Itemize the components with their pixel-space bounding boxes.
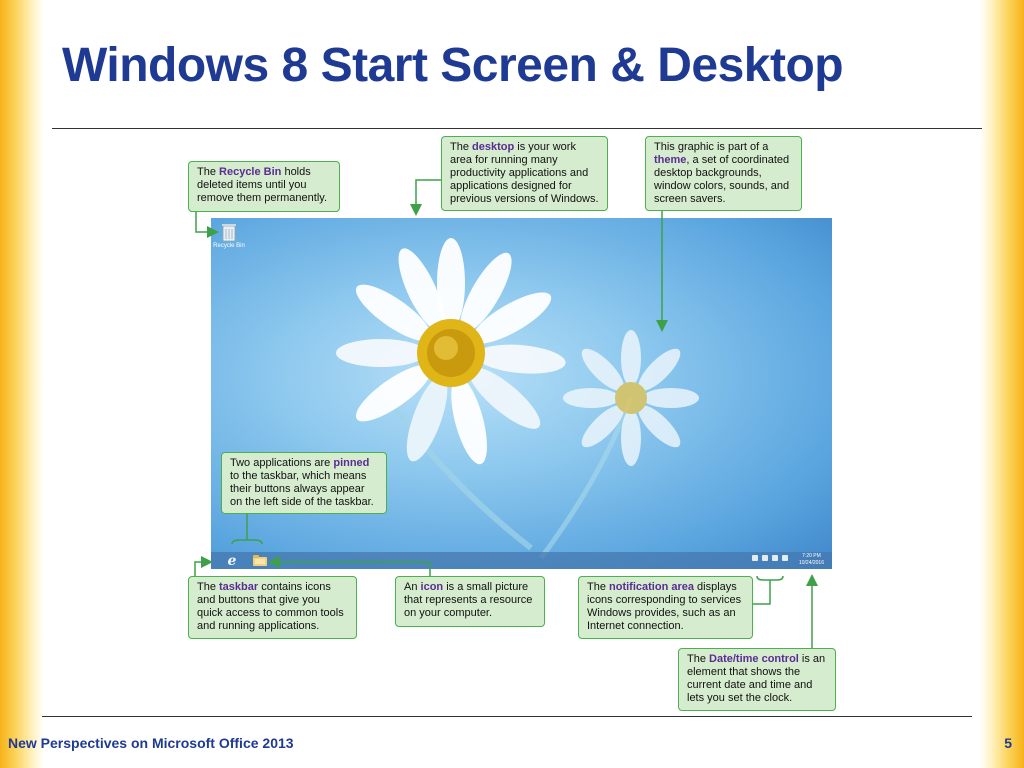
term-icon: icon [420,581,444,593]
left-decorative-band [0,0,44,768]
internet-explorer-icon: e [227,552,237,569]
show-hidden-icons-icon[interactable] [752,555,758,561]
term-recycle-bin: Recycle Bin [219,166,282,178]
right-decorative-band [980,0,1024,768]
taskbar [211,552,832,569]
notification-area[interactable] [752,555,788,561]
callout-theme: This graphic is part of a theme, a set of coordinated desktop backgrounds, window colors, sounds, and screen savers. [645,136,802,211]
callout-taskbar: The taskbar contains icons and buttons that give you quick access to common tools and running applications. [188,576,357,639]
recycle-bin-icon [221,222,237,242]
slide-title: Windows 8 Start Screen & Desktop [62,39,844,92]
internet-explorer-taskbar-button[interactable] [221,553,243,568]
desktop-screenshot [211,218,832,569]
callout-date-time-control: The Date/time control is an element that shows the current date and time and lets you set the clock. [678,648,836,711]
file-explorer-icon [253,555,267,566]
clock-time: 7:20 PM [802,553,821,559]
date-time-control[interactable] [799,553,824,567]
term-theme: theme [654,154,687,166]
footer-text: New Perspectives on Microsoft Office 2013 [8,735,294,751]
term-desktop: desktop [472,141,515,153]
title-divider [52,128,982,129]
term-taskbar: taskbar [219,581,259,593]
daisy-wallpaper [211,218,832,569]
recycle-bin-label: Recycle Bin [213,243,245,249]
callout-recycle-bin: The Recycle Bin holds deleted items until you remove them permanently. [188,161,340,212]
callout-pinned: Two applications are pinned to the taskbar, which means their buttons always appear on the left side of the taskbar. [221,452,387,514]
callout-notification-area: The notification area displays icons corresponding to services Windows provides, such as an Internet connection. [578,576,753,639]
term-notification-area: notification area [609,581,694,593]
clock-date: 10/24/2016 [798,560,824,566]
callout-desktop: The desktop is your work area for running many productivity applications and applications designed for previous versions of Windows. [441,136,608,211]
callout-icon: An icon is a small picture that represents a resource on your computer. [395,576,545,627]
network-icon[interactable] [772,555,778,561]
action-center-icon[interactable] [762,555,768,561]
term-pinned: pinned [333,457,370,469]
recycle-bin-shortcut[interactable] [214,222,244,249]
page-number: 5 [1004,735,1012,751]
term-date-time-control: Date/time control [709,653,799,665]
footer-divider [42,716,972,717]
file-explorer-taskbar-button[interactable] [249,553,271,568]
volume-icon[interactable] [782,555,788,561]
